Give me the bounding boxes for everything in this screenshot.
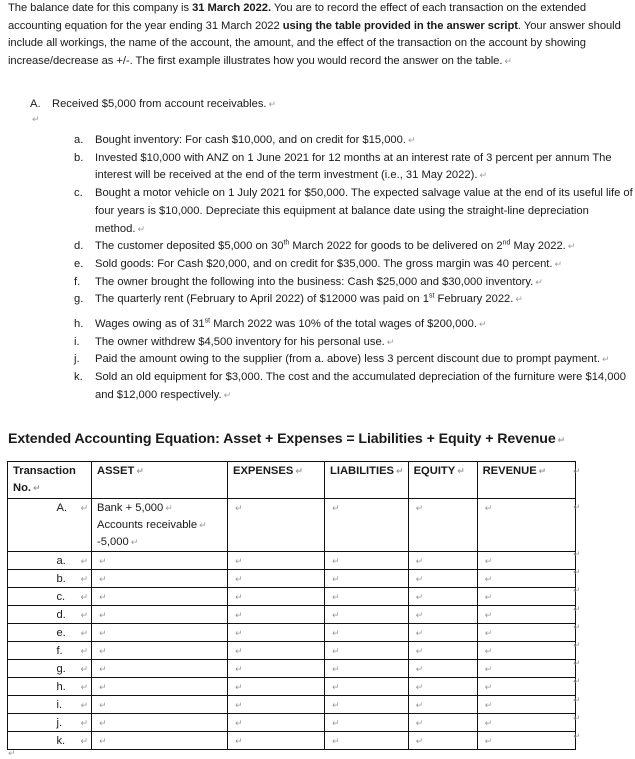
paragraph-mark-icon: ↵ bbox=[235, 664, 243, 675]
instructions-paragraph: The balance date for this company is 31 March 2022. You are to record the effect of each transaction on the extended accounting equation for the year ending 31 March 2022 using the table provided in the answer script. Your answer should include all workings, the name of the account, the amount, and the effect of the transaction on the account by showing increase/decrease as +/-. The first example illustrates how you would record the answer on the table. ↵ bbox=[8, 2, 621, 67]
table-row bbox=[8, 606, 576, 624]
table-header-row bbox=[8, 462, 576, 499]
paragraph-mark-icon: ↵ bbox=[99, 556, 107, 567]
paragraph-mark-icon: ↵ bbox=[484, 718, 493, 729]
paragraph-mark-icon: ↵ bbox=[80, 718, 88, 729]
table-instruction: using the table provided in the answer script bbox=[282, 19, 518, 32]
paragraph-mark-icon: ↵ bbox=[457, 466, 465, 476]
table-row bbox=[8, 696, 576, 714]
asset-cell[interactable] bbox=[92, 624, 228, 642]
transactions-list bbox=[74, 132, 634, 405]
asset-cell[interactable] bbox=[92, 660, 228, 678]
paragraph-mark-icon: ↵ bbox=[484, 700, 493, 711]
paragraph-mark-icon: ↵ bbox=[80, 610, 88, 621]
paragraph-mark-icon: ↵ bbox=[235, 736, 243, 747]
liabilities-cell[interactable] bbox=[325, 696, 409, 714]
paragraph-mark-icon: ↵ bbox=[235, 646, 243, 657]
paragraph-mark-icon: ↵ bbox=[137, 223, 145, 234]
expenses-cell[interactable] bbox=[228, 588, 325, 606]
table-row-example bbox=[8, 498, 576, 552]
asset-cell[interactable] bbox=[92, 642, 228, 660]
paragraph-mark-icon: ↵ bbox=[415, 502, 424, 513]
paragraph-mark-icon: ↵ bbox=[332, 574, 340, 585]
paragraph-mark-icon: ↵ bbox=[235, 592, 243, 603]
paragraph-mark-icon: ↵ bbox=[235, 502, 243, 513]
expenses-cell[interactable] bbox=[228, 678, 325, 696]
paragraph-mark-icon: ↵ bbox=[332, 682, 340, 693]
tx-number-cell: A. ↵ bbox=[8, 498, 92, 552]
paragraph-mark-icon: ↵ bbox=[165, 502, 173, 513]
paragraph-mark-icon: ↵ bbox=[99, 736, 107, 747]
equity-cell[interactable] bbox=[408, 606, 477, 624]
expenses-cell[interactable] bbox=[228, 660, 325, 678]
expenses-cell[interactable] bbox=[228, 624, 325, 642]
revenue-cell[interactable] bbox=[477, 732, 575, 750]
equity-cell[interactable] bbox=[408, 570, 477, 588]
paragraph-mark-icon: ↵ bbox=[295, 466, 303, 476]
tx-number-cell: d. ↵ bbox=[8, 606, 92, 624]
asset-cell[interactable] bbox=[92, 714, 228, 732]
paragraph-mark-icon: ↵ bbox=[268, 99, 277, 109]
paragraph-mark-icon: ↵ bbox=[415, 556, 424, 567]
paragraph-mark-icon: ↵ bbox=[332, 556, 340, 567]
paragraph-mark-icon: ↵ bbox=[332, 610, 340, 621]
revenue-cell[interactable] bbox=[477, 570, 575, 588]
paragraph-mark-icon: ↵ bbox=[415, 574, 424, 585]
revenue-cell[interactable] bbox=[477, 642, 575, 660]
row-end-mark-icon: ↵ bbox=[573, 466, 581, 476]
asset-cell[interactable] bbox=[92, 732, 228, 750]
expenses-cell[interactable] bbox=[228, 714, 325, 732]
list-item: k. Sold an old equipment for $3,000. The cost and the accumulated depreciation of the furniture were $14,000 and $12,000 respectively. ↵ bbox=[74, 371, 626, 401]
table-row bbox=[8, 660, 576, 678]
asset-cell[interactable] bbox=[92, 678, 228, 696]
list-item: h. Wages owing as of 31st March 2022 was 10% of the total wages of $200,000. ↵ bbox=[74, 317, 487, 331]
paragraph-mark-icon: ↵ bbox=[99, 628, 107, 639]
expenses-cell[interactable] bbox=[228, 696, 325, 714]
paragraph-mark-icon: ↵ bbox=[484, 736, 493, 747]
paragraph-mark-icon: ↵ bbox=[80, 628, 88, 639]
paragraph-mark-icon: ↵ bbox=[99, 610, 107, 621]
equity-cell[interactable] bbox=[408, 678, 477, 696]
row-end-mark-icon: ↵ bbox=[573, 694, 581, 705]
revenue-cell[interactable] bbox=[477, 624, 575, 642]
tx-number-cell: c. ↵ bbox=[8, 588, 92, 606]
paragraph-mark-icon: ↵ bbox=[130, 537, 139, 548]
row-end-mark-icon: ↵ bbox=[573, 640, 581, 650]
row-end-mark-icon: ↵ bbox=[573, 731, 581, 741]
expenses-cell[interactable] bbox=[228, 552, 325, 570]
table-row bbox=[8, 570, 576, 588]
paragraph-mark-icon: ↵ bbox=[484, 592, 493, 603]
tx-number-cell: f. ↵ bbox=[8, 642, 92, 660]
balance-date: 31 March 2022. bbox=[192, 2, 272, 14]
paragraph-mark-icon: ↵ bbox=[386, 336, 395, 347]
equity-cell[interactable] bbox=[408, 498, 477, 552]
paragraph-mark-icon: ↵ bbox=[478, 319, 487, 330]
tx-number-cell: e. ↵ bbox=[8, 624, 92, 642]
paragraph-mark-icon: ↵ bbox=[235, 682, 243, 693]
paragraph-mark-icon: ↵ bbox=[332, 718, 340, 729]
liabilities-cell[interactable] bbox=[325, 498, 409, 552]
equity-cell[interactable] bbox=[408, 624, 477, 642]
header-revenue: REVENUE ↵ bbox=[477, 462, 575, 499]
paragraph-mark-icon: ↵ bbox=[479, 170, 487, 181]
paragraph-mark-icon: ↵ bbox=[415, 700, 424, 711]
paragraph-mark-icon: ↵ bbox=[415, 646, 424, 657]
expenses-cell[interactable] bbox=[228, 732, 325, 750]
table-body bbox=[8, 552, 576, 750]
liabilities-cell[interactable] bbox=[325, 732, 409, 750]
paragraph-mark-icon: ↵ bbox=[332, 592, 340, 603]
paragraph-mark-icon: ↵ bbox=[99, 646, 107, 657]
list-item: a. Bought inventory: For cash $10,000, and on credit for $15,000. ↵ bbox=[74, 134, 416, 146]
tx-number-cell: i. ↵ bbox=[8, 696, 92, 714]
paragraph-mark-icon: ↵ bbox=[538, 466, 547, 476]
list-item: f. The owner brought the following into the business: Cash $25,000 and $30,000 inventory. ↵ bbox=[74, 275, 543, 288]
equity-cell[interactable] bbox=[408, 696, 477, 714]
paragraph-mark-icon: ↵ bbox=[535, 276, 543, 287]
list-item: c. Bought a motor vehicle on 1 July 2021 for $50,000. The expected salvage value at the end of its useful life of four years is $10,000. Depreciate this equipment at balance date using the straight-line depreciation method. ↵ bbox=[74, 187, 633, 235]
revenue-cell[interactable] bbox=[477, 552, 575, 570]
list-item: b. Invested $10,000 with ANZ on 1 June 2021 for 12 months at an interest rate of 3 percent per annum The interest will be received at the end of the term investment (i.e., 31 May 2022). ↵ bbox=[74, 151, 612, 182]
asset-cell[interactable] bbox=[92, 552, 228, 570]
header-liabilities: LIABILITIES ↵ bbox=[325, 462, 409, 499]
paragraph-mark-icon: ↵ bbox=[504, 55, 512, 66]
paragraph-mark-icon: ↵ bbox=[80, 700, 88, 711]
revenue-cell[interactable] bbox=[477, 678, 575, 696]
equity-cell[interactable] bbox=[408, 660, 477, 678]
row-end-mark-icon: ↵ bbox=[573, 676, 581, 687]
list-item: j. Paid the amount owing to the supplier (from a. above) less 3 percent discount due to prompt payment. ↵ bbox=[74, 353, 610, 366]
paragraph-mark-icon: ↵ bbox=[80, 574, 88, 585]
liabilities-cell[interactable] bbox=[325, 624, 409, 642]
paragraph-mark-icon: ↵ bbox=[415, 592, 424, 603]
table-row bbox=[8, 624, 576, 642]
paragraph-mark-icon: ↵ bbox=[415, 736, 424, 747]
paragraph-mark-icon: ↵ bbox=[235, 610, 243, 621]
tx-number-cell: a. ↵ bbox=[8, 552, 92, 570]
paragraph-mark-icon: ↵ bbox=[332, 700, 340, 711]
paragraph-mark-icon: ↵ bbox=[80, 646, 88, 657]
table-row bbox=[8, 588, 576, 606]
paragraph-mark-icon: ↵ bbox=[99, 664, 107, 675]
paragraph-mark-icon: ↵ bbox=[80, 682, 88, 693]
paragraph-mark-icon: ↵ bbox=[99, 574, 107, 585]
tx-number-cell: g. ↵ bbox=[8, 660, 92, 678]
revenue-cell[interactable] bbox=[477, 588, 575, 606]
table-row bbox=[8, 678, 576, 696]
revenue-cell[interactable] bbox=[477, 696, 575, 714]
row-end-mark-icon: ↵ bbox=[573, 502, 581, 512]
paragraph-mark-icon: ↵ bbox=[332, 646, 340, 657]
table-row bbox=[8, 714, 576, 732]
revenue-cell[interactable] bbox=[477, 714, 575, 732]
paragraph-mark-icon: ↵ bbox=[332, 628, 340, 639]
paragraph-mark-icon: ↵ bbox=[415, 664, 424, 675]
equity-cell[interactable] bbox=[408, 552, 477, 570]
paragraph-mark-icon: ↵ bbox=[80, 556, 88, 567]
asset-cell[interactable] bbox=[92, 570, 228, 588]
paragraph-mark-icon: ↵ bbox=[80, 664, 88, 675]
asset-cell[interactable] bbox=[92, 696, 228, 714]
paragraph-mark-icon: ↵ bbox=[515, 294, 523, 305]
paragraph-mark-icon: ↵ bbox=[484, 502, 493, 513]
paragraph-mark-icon: ↵ bbox=[235, 628, 243, 639]
liabilities-cell[interactable] bbox=[325, 570, 409, 588]
paragraph-mark-icon: ↵ bbox=[557, 435, 566, 445]
row-end-mark-icon: ↵ bbox=[573, 567, 581, 578]
revenue-cell[interactable] bbox=[477, 498, 575, 552]
tx-number-cell: k. ↵ bbox=[8, 732, 92, 750]
paragraph-mark-icon: ↵ bbox=[80, 502, 88, 513]
paragraph-mark-icon: ↵ bbox=[223, 389, 232, 400]
paragraph-mark-icon: ↵ bbox=[484, 646, 493, 657]
header-asset: ASSET ↵ bbox=[92, 462, 228, 499]
header-transaction-no: Transaction No. ↵ bbox=[8, 462, 92, 499]
row-end-mark-icon: ↵ bbox=[573, 603, 581, 614]
paragraph-mark-icon: ↵ bbox=[33, 483, 41, 494]
table-row bbox=[8, 732, 576, 750]
row-end-mark-icon: ↵ bbox=[573, 712, 581, 723]
row-end-mark-icon: ↵ bbox=[573, 585, 581, 596]
paragraph-mark-icon: ↵ bbox=[484, 610, 493, 621]
list-item: g. The quarterly rent (February to April 2022) of $12000 was paid on 1st February 2022. ↵ bbox=[74, 292, 523, 306]
equity-cell[interactable] bbox=[408, 714, 477, 732]
asset-cell[interactable]: Bank + 5,000 ↵ Accounts receivable ↵ -5,000 ↵ bbox=[92, 498, 228, 552]
list-item: d. The customer deposited $5,000 on 30th March 2022 for goods to be delivered on 2nd May 2022. ↵ bbox=[74, 239, 576, 253]
liabilities-cell[interactable] bbox=[325, 588, 409, 606]
liabilities-cell[interactable] bbox=[325, 660, 409, 678]
paragraph-mark-icon: ↵ bbox=[80, 736, 88, 747]
liabilities-cell[interactable] bbox=[325, 642, 409, 660]
row-end-mark-icon: ↵ bbox=[573, 621, 581, 632]
paragraph-mark-icon: ↵ bbox=[415, 610, 424, 621]
equity-cell[interactable] bbox=[408, 732, 477, 750]
paragraph-mark-icon: ↵ bbox=[484, 628, 493, 639]
paragraph-mark-icon: ↵ bbox=[99, 682, 107, 693]
paragraph-mark-icon: ↵ bbox=[99, 718, 107, 729]
tx-number-cell: b. ↵ bbox=[8, 570, 92, 588]
paragraph-mark-icon: ↵ bbox=[415, 718, 424, 729]
asset-cell[interactable] bbox=[92, 606, 228, 624]
expenses-cell[interactable] bbox=[228, 498, 325, 552]
liabilities-cell[interactable] bbox=[325, 714, 409, 732]
tx-number-cell: h. ↵ bbox=[8, 678, 92, 696]
paragraph-mark-icon: ↵ bbox=[32, 114, 40, 124]
liabilities-cell[interactable] bbox=[325, 678, 409, 696]
example-transaction: A. Received $5,000 from account receivables. ↵ bbox=[30, 96, 276, 113]
paragraph-mark-icon: ↵ bbox=[332, 502, 340, 513]
paragraph-mark-icon: ↵ bbox=[136, 466, 144, 476]
expenses-cell[interactable] bbox=[228, 642, 325, 660]
list-item: e. Sold goods: For Cash $20,000, and on credit for $35,000. The gross margin was 40 percent. ↵ bbox=[74, 257, 563, 270]
paragraph-mark-icon: ↵ bbox=[415, 628, 424, 639]
paragraph-mark-icon: ↵ bbox=[332, 664, 340, 675]
paragraph-mark-icon: ↵ bbox=[407, 135, 416, 145]
revenue-cell[interactable] bbox=[477, 606, 575, 624]
paragraph-mark-icon: ↵ bbox=[601, 354, 610, 365]
asset-cell[interactable] bbox=[92, 588, 228, 606]
paragraph-mark-icon: ↵ bbox=[235, 700, 243, 711]
header-expenses: EXPENSES ↵ bbox=[228, 462, 325, 499]
paragraph-mark-icon: ↵ bbox=[199, 519, 207, 530]
liabilities-cell[interactable] bbox=[325, 552, 409, 570]
list-marker: A. bbox=[30, 98, 41, 110]
table-row bbox=[8, 552, 576, 570]
liabilities-cell[interactable] bbox=[325, 606, 409, 624]
paragraph-mark-icon: ↵ bbox=[99, 592, 107, 603]
paragraph-mark-icon: ↵ bbox=[396, 466, 404, 476]
paragraph-mark-icon: ↵ bbox=[415, 682, 424, 693]
paragraph-mark-icon: ↵ bbox=[554, 258, 563, 269]
paragraph-mark-icon: ↵ bbox=[235, 718, 243, 729]
row-end-mark-icon: ↵ bbox=[573, 658, 581, 669]
paragraph-mark-icon: ↵ bbox=[484, 556, 493, 567]
paragraph-mark-icon: ↵ bbox=[484, 682, 493, 693]
expenses-cell[interactable] bbox=[228, 570, 325, 588]
paragraph-mark-icon: ↵ bbox=[80, 592, 88, 603]
equity-cell[interactable] bbox=[408, 642, 477, 660]
header-equity: EQUITY ↵ bbox=[408, 462, 477, 499]
table-heading: Extended Accounting Equation: Asset + Expenses = Liabilities + Equity + Revenue ↵ bbox=[8, 431, 566, 447]
tx-number-cell: j. ↵ bbox=[8, 714, 92, 732]
list-item: i. The owner withdrew $4,500 inventory for his personal use. ↵ bbox=[74, 335, 395, 348]
paragraph-mark-icon: ↵ bbox=[567, 241, 576, 252]
paragraph-mark-icon: ↵ bbox=[484, 664, 493, 675]
paragraph-mark-icon: ↵ bbox=[8, 748, 16, 758]
expenses-cell[interactable] bbox=[228, 606, 325, 624]
paragraph-mark-icon: ↵ bbox=[484, 574, 493, 585]
accounting-equation-table bbox=[7, 461, 576, 750]
row-end-mark-icon: ↵ bbox=[573, 549, 581, 559]
table-row bbox=[8, 642, 576, 660]
paragraph-mark-icon: ↵ bbox=[235, 556, 243, 567]
equity-cell[interactable] bbox=[408, 588, 477, 606]
paragraph-mark-icon: ↵ bbox=[99, 700, 107, 711]
paragraph-mark-icon: ↵ bbox=[235, 574, 243, 585]
paragraph-mark-icon: ↵ bbox=[332, 736, 340, 747]
revenue-cell[interactable] bbox=[477, 660, 575, 678]
